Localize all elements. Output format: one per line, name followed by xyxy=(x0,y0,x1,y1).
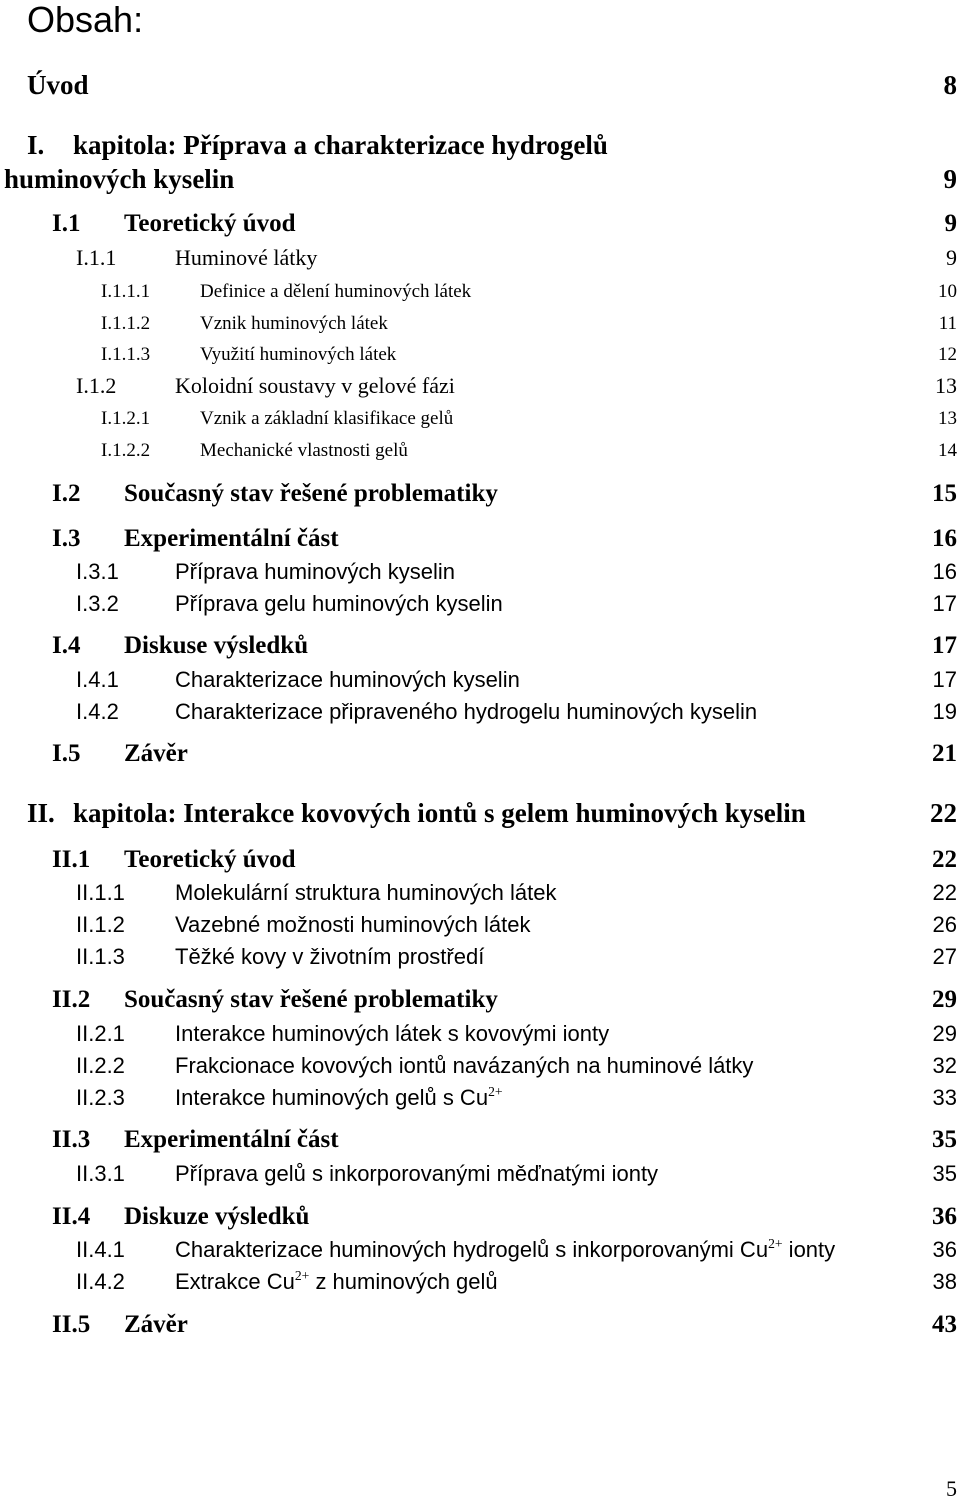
toc-entry-number: II.1.1 xyxy=(76,880,125,905)
toc-entry-text: Závěr xyxy=(124,1311,188,1338)
toc-entry-text: Experimentální část xyxy=(124,1126,339,1153)
toc-entry-text: Koloidní soustavy v gelové fázi xyxy=(175,373,455,398)
toc-entry-page: 35 xyxy=(932,1161,957,1186)
toc-entry-page: 35 xyxy=(932,1126,957,1153)
toc-entry-number: II.1.2 xyxy=(76,912,125,937)
toc-entry-page: 9 xyxy=(946,245,957,270)
toc-entry-page: 19 xyxy=(932,699,957,724)
toc-entry-page: 17 xyxy=(932,591,957,616)
toc-entry-text: Charakterizace huminových kyselin xyxy=(175,667,520,692)
toc-entry-text: Frakcionace kovových iontů navázaných na huminové látky xyxy=(175,1053,754,1078)
toc-entry-number: II.3.1 xyxy=(76,1161,125,1186)
toc-entry-number: II.2.1 xyxy=(76,1021,125,1046)
toc-entry-number: II.2.3 xyxy=(76,1085,125,1110)
toc-entry-text: Mechanické vlastnosti gelů xyxy=(200,440,408,461)
toc-entry-page: 36 xyxy=(932,1237,957,1262)
toc-entry-text: Experimentální část xyxy=(124,525,339,552)
toc-entry-text-after: z huminových gelů xyxy=(309,1269,498,1294)
toc-entry-text-after: ionty xyxy=(782,1237,836,1262)
toc-entry-page: 16 xyxy=(932,559,957,584)
toc-entry-number: I. xyxy=(27,130,45,160)
toc-entry-text: Diskuse výsledků xyxy=(124,632,309,659)
toc-entry-page: 36 xyxy=(932,1203,957,1230)
superscript-charge: 2+ xyxy=(294,1268,310,1283)
toc-entry-text: kapitola: Interakce kovových iontů s gelem huminových kyselin xyxy=(73,798,806,828)
toc-entry-text: Charakterizace připraveného hydrogelu huminových kyselin xyxy=(175,699,758,724)
toc-entry-page: 15 xyxy=(932,480,957,507)
toc-entry-page: 17 xyxy=(932,667,957,692)
toc-entry-text: kapitola: Příprava a charakterizace hydrogelů xyxy=(73,130,608,160)
toc-entry-page: 26 xyxy=(932,912,957,937)
toc-entry-text: Huminové látky xyxy=(175,245,318,270)
toc-entry-number: I.3.1 xyxy=(76,559,119,584)
page-title: Obsah: xyxy=(27,0,144,40)
toc-entry-number: I.1.1 xyxy=(76,245,117,270)
toc-entry-page: 8 xyxy=(943,70,957,100)
toc-entry-page: 29 xyxy=(932,986,957,1013)
toc-entry-number: I.3 xyxy=(52,525,81,552)
toc-entry-number: I.4.1 xyxy=(76,667,119,692)
toc-entry-number: I.1.1.2 xyxy=(101,313,151,334)
toc-entry-text-continued: huminových kyselin xyxy=(4,164,235,194)
toc-entry-page: 27 xyxy=(932,944,957,969)
toc-entry-text: Vznik a základní klasifikace gelů xyxy=(200,408,454,429)
toc-entry-text: Teoretický úvod xyxy=(124,846,296,873)
toc-entry-page: 12 xyxy=(938,344,957,365)
toc-entry-number: II.4.2 xyxy=(76,1269,125,1294)
toc-entry-number: II.4.1 xyxy=(76,1237,125,1262)
toc-entry-page: 29 xyxy=(932,1021,957,1046)
toc-entry-text-group xyxy=(175,1237,835,1263)
toc-entry-text: Definice a dělení huminových látek xyxy=(200,281,472,302)
toc-entry-page: 9 xyxy=(944,210,957,237)
toc-entry-page: 9 xyxy=(943,164,957,194)
toc-entry-text: Současný stav řešené problematiky xyxy=(124,480,498,507)
toc-entry-number: I.4 xyxy=(52,632,81,659)
toc-entry-number: I.1 xyxy=(52,210,81,237)
toc-entry-number: II.1 xyxy=(52,846,91,873)
toc-entry-page: 17 xyxy=(932,632,957,659)
toc-entry-text: Extrakce Cu xyxy=(175,1269,295,1294)
toc-entry-text: Závěr xyxy=(124,740,188,767)
toc-entry-text: Diskuze výsledků xyxy=(124,1203,310,1230)
toc-entry-page: 32 xyxy=(932,1053,957,1078)
toc-entry-text: Teoretický úvod xyxy=(124,210,296,237)
toc-entry-text: Využití huminových látek xyxy=(200,344,397,365)
toc-entry-text: Molekulární struktura huminových látek xyxy=(175,880,557,905)
toc-entry-text: Vazebné možnosti huminových látek xyxy=(175,912,531,937)
toc-entry-text: Příprava gelu huminových kyselin xyxy=(175,591,503,616)
toc-entry-number: II. xyxy=(27,798,55,828)
toc-entry-number: I.1.2 xyxy=(76,373,117,398)
toc-entry-number: I.4.2 xyxy=(76,699,119,724)
toc-entry-number: II.1.3 xyxy=(76,944,125,969)
toc-entry-page: 21 xyxy=(932,740,957,767)
superscript-charge: 2+ xyxy=(488,1084,503,1099)
toc-entry-page: 22 xyxy=(932,880,957,905)
toc-entry-page: 11 xyxy=(938,313,957,334)
toc-entry-text-group xyxy=(175,1269,498,1295)
toc-entry-page: 38 xyxy=(932,1269,957,1294)
toc-entry-text: Současný stav řešené problematiky xyxy=(124,986,498,1013)
toc-entry-page: 16 xyxy=(932,525,957,552)
toc-entry-number: II.4 xyxy=(52,1203,91,1230)
toc-entry-page: 10 xyxy=(938,281,957,302)
toc-entry-number: I.1.1.1 xyxy=(101,281,151,302)
toc-entry-number: I.2 xyxy=(52,480,81,507)
toc-entry-number: II.2.2 xyxy=(76,1053,125,1078)
toc-entry-number: I.5 xyxy=(52,740,81,767)
toc-entry-text: Interakce huminových látek s kovovými ionty xyxy=(175,1021,610,1046)
toc-entry-text: Příprava huminových kyselin xyxy=(175,559,456,584)
toc-entry-number: I.1.2.1 xyxy=(101,408,151,429)
toc-entry-text: Těžké kovy v životním prostředí xyxy=(175,944,485,969)
toc-entry-text: Interakce huminových gelů s Cu xyxy=(175,1085,489,1110)
toc-entry-text: Charakterizace huminových hydrogelů s inkorporovanými Cu xyxy=(175,1237,769,1262)
toc-entry-number: I.1.2.2 xyxy=(101,440,151,461)
toc-entry-page: 13 xyxy=(935,373,957,398)
toc-entry-number: I.3.2 xyxy=(76,591,119,616)
toc-entry-page: 14 xyxy=(938,440,957,461)
superscript-charge: 2+ xyxy=(768,1236,783,1251)
toc-entry-text: Úvod xyxy=(27,70,89,100)
toc-entry-page: 13 xyxy=(938,408,957,429)
toc-entry-page: 22 xyxy=(930,798,957,828)
toc-entry-text-group xyxy=(175,1085,503,1111)
toc-entry-page: 22 xyxy=(932,846,957,873)
toc-entry-number: II.2 xyxy=(52,986,91,1013)
toc-entry-number: I.1.1.3 xyxy=(101,344,151,365)
toc-entry-text: Vznik huminových látek xyxy=(200,313,388,334)
toc-entry-page: 43 xyxy=(932,1311,957,1338)
toc-entry-page: 33 xyxy=(932,1085,957,1110)
footer-page-number: 5 xyxy=(946,1476,957,1501)
toc-entry-text: Příprava gelů s inkorporovanými měďnatými ionty xyxy=(175,1161,659,1186)
toc-entry-number: II.5 xyxy=(52,1311,91,1338)
toc-entry-number: II.3 xyxy=(52,1126,91,1153)
